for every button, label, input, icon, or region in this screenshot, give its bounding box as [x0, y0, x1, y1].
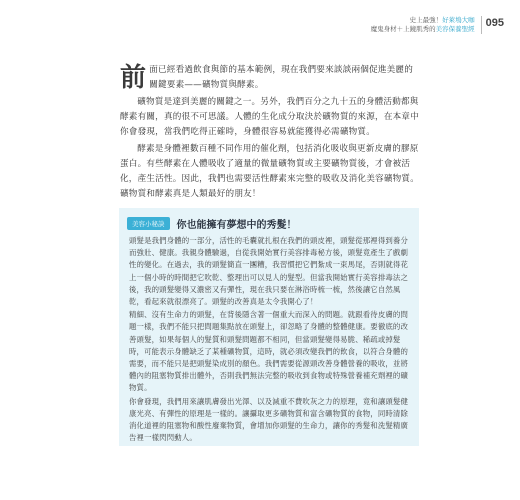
tip-paragraph: 頭髮是我們身體的一部分，活性的毛囊就扎根在我們的頭皮裡，頭髮從那裡得到養分而強壯、健康。我親身體驗過，自從我開始實行美容排毒秘方後，頭髮竟產生了戲劇性的變化。在過去，我的頭髮簡直一團糟，我習慣把它們紮成一束馬尾，否則就得花上一個小時的時間把它吹乾、整理出可以見人的髮型。但當我開始實行美容排毒法之後，我的頭髮變得又濃密又有彈性，現在我只要在淋浴時梳一梳，然後讓它自然風乾，看起來就很漂亮了。頭髮的改善真是太令我開心了！: [129, 236, 409, 307]
tip-tag-badge: 美容小秘訣: [127, 217, 170, 230]
tip-paragraph: 你會發現，我們用來讓肌膚發出光澤、以及減重不費吹灰之力的原理，竟和讓頭髮健康光亮、有彈性的原理是一樣的。讓攝取更多礦物質和富含礦物質的食物，同時清除消化道裡的阻塞物和酸性廢棄物質，會增加你頭髮的生命力，讓你的秀髮和洗髮精廣告裡一樣閃閃動人。: [129, 396, 409, 443]
intro-paragraph-1: 前面已經看過飲食與節的基本範例，現在我們要來談談兩個促進美麗的關鍵要素——礦物質與酵素。: [120, 63, 414, 93]
header-line-1: 史上最強！好萊塢大咖: [409, 16, 475, 24]
tip-paragraph: 精細、沒有生命力的頭髮，在背後隱含著一個重大而深入的問題。就跟看待皮膚的問題一樣，我們不能只把問題集點放在頭髮上，卻忽略了身體的整體健康。要徹底的改善頭髮，如果每個人的髮質和頭髮問題都不相同，但當頭髮變得易脆、稀疏或掉髮時，可能表示身體缺乏了某種礦物質，這時，就必須改變我們的飲食，以符合身體的需要，而不能只是把頭髮染成別的顏色。我們需要從源頭改善身體營養的吸收，並將體內的阻塞物質排出體外，否則我們無法完整的吸收到食物或特殊營養補充劑裡的礦物質。: [129, 310, 409, 393]
tip-box: [119, 208, 419, 446]
main-text: [120, 63, 420, 204]
page-number: 095: [485, 17, 504, 29]
tip-heading: 你也能擁有夢想中的秀髮！: [176, 220, 297, 231]
tip-body: [129, 235, 413, 445]
drop-cap: 前: [120, 63, 147, 93]
header-line-2: 魔鬼身材＋上鏡肌秀的美容保養聖經: [370, 25, 475, 33]
intro-paragraph-3: 酵素是身體裡數百種不同作用的催化劑，包括消化吸收與更新皮膚的膠原蛋白。有些酵素在人體吸收了適量的微量礦物質或主要礦物質後，才會被活化，產生活性。因此，我們也需要活性酵素來完整的吸收及消化美容礦物質。礦物質和酵素真是人類最好的朋友！: [120, 144, 419, 199]
intro-paragraph-2: 礦物質是達到美麗的關鍵之一。另外，我們百分之九十五的身體活動都與酵素有關，真的很不可思議。人體的生化成分取決於礦物質的來源，在本章中你會發現，當我們吃得正確時，身體很容易就能獲得必需礦物質。: [120, 97, 419, 137]
header-title: [371, 16, 482, 34]
running-header: [371, 16, 504, 38]
tip-box-title: [127, 216, 297, 231]
